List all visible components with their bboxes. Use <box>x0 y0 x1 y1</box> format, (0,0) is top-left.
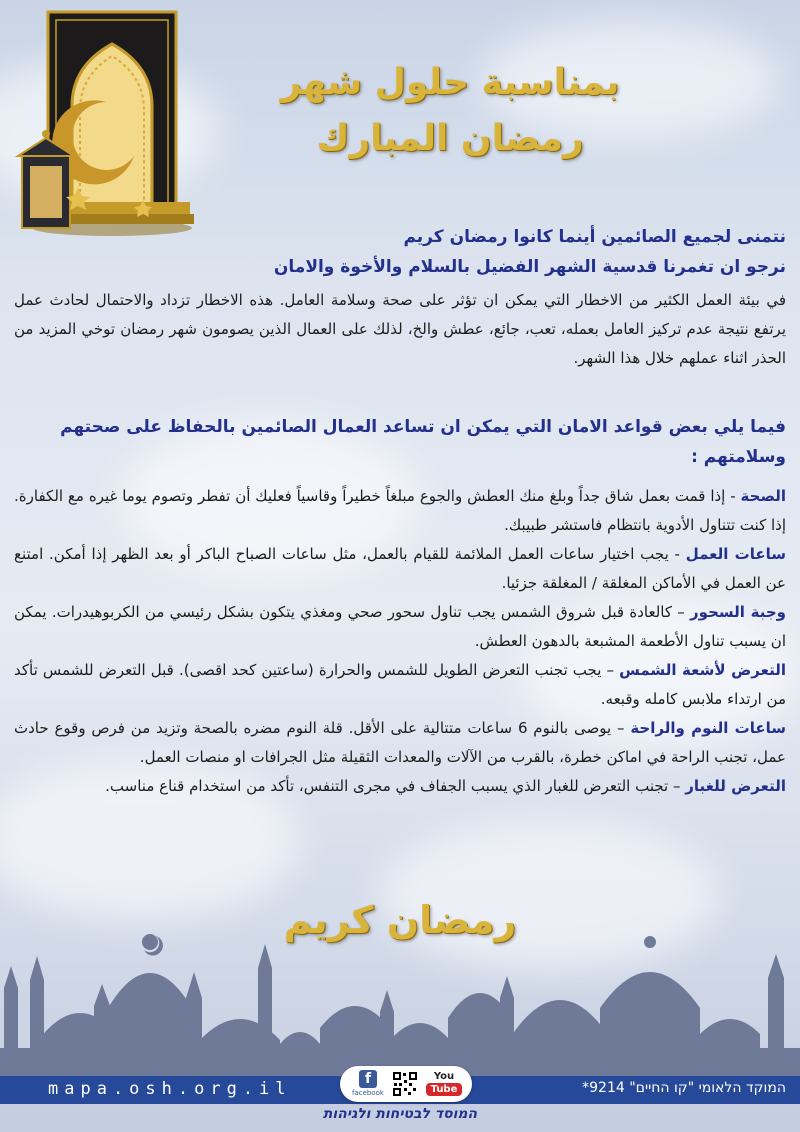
rule-separator: – <box>601 661 620 679</box>
rule-separator: – <box>668 777 686 795</box>
rule-text: يوصى بالنوم 6 ساعات متتالية على الأقل. قلة النوم مضره بالصحة وتزيد من فرص وقوع حادث عمل، تجنب الراحة في اماكن خطرة، بالقرب من الآلات والمعدات الثقيلة مثل الجرافات او منصات العمل. <box>14 719 786 766</box>
rule-separator: – <box>611 719 631 737</box>
lantern-icon <box>14 6 194 238</box>
facebook-label: facebook <box>352 1089 384 1097</box>
rule-separator: - <box>668 545 686 563</box>
rule-text: إذا قمت بعمل شاق جداً وبلغ منك العطش والجوع مبلغاً خطيراً وقاسياً فعليك أن تفطر وتصوم يوما غيره مع الكفارة. إذا كنت تتناول الأدوية بانتظام فاستشر طبيبك. <box>14 487 786 534</box>
rule-text: تجنب التعرض للغبار الذي يسبب الجفاف في مجرى التنفس، تأكد من استخدام قناع مناسب. <box>105 777 669 795</box>
rule-text: كالعادة قبل شروق الشمس يجب تناول سحور صحي ومغذي يتكون بشكل رئيسي من الكربوهيدرات. يمكن ان يسبب تناول الأطعمة المشبعة بالدهون العطش. <box>14 603 786 650</box>
youtube-you: You <box>433 1071 455 1082</box>
mosque-silhouette-icon <box>0 928 800 1078</box>
website-link[interactable]: mapa.osh.org.il <box>48 1079 292 1099</box>
facebook-icon[interactable]: f facebook <box>350 1070 386 1098</box>
title-line-2: رمضان المبارك <box>316 118 584 159</box>
rule-text: يجب اختيار ساعات العمل الملائمة للقيام بالعمل، مثل ساعات الصباح الباكر أو بعد الظهر إذا أمكن. امتنع عن العمل في الأماكن المغلقة / المغلقة جزئيا. <box>14 545 786 592</box>
rule-item <box>14 772 786 801</box>
rule-separator: - <box>725 487 741 505</box>
rule-title: ساعات النوم والراحة <box>630 719 786 737</box>
rule-title: وجبة السحور <box>690 603 786 621</box>
youtube-icon[interactable] <box>426 1070 462 1098</box>
rule-separator: – <box>671 603 691 621</box>
rules-list <box>14 482 786 801</box>
rules-heading: فيما يلي بعض قواعد الامان التي يمكن ان تساعد العمال الصائمين بالحفاظ على صحتهم وسلامتهم : <box>60 417 786 467</box>
title-line-1: بمناسبة حلول شهر <box>280 62 620 103</box>
youtube-tube: Tube <box>426 1083 462 1096</box>
greeting-line-1: نتمنى لجميع الصائمين أينما كانوا رمضان كريم <box>403 227 786 247</box>
greeting-line-2: نرجو ان تغمرنا قدسية الشهر الفضيل بالسلام والأخوة والامان <box>273 257 786 277</box>
hotline-text: המוקד הלאומי "קו החיים" 9214* <box>582 1080 786 1096</box>
rule-title: ساعات العمل <box>685 545 786 563</box>
rule-title: الصحة <box>740 487 787 505</box>
intro-paragraph: في بيئة العمل الكثير من الاخطار التي يمكن ان تؤثر على صحة وسلامة العامل. هذه الاخطار تزداد والاحتمال لحادث عمل يرتفع نتيجة عدم تركيز العامل بعمله، تعب، جائع، عطش والخ، لذلك على العمال الذين يصومون شهر رمضان توخي المزيد من الحذر اثناء عملهم خلال هذا الشهر. <box>14 291 786 367</box>
rule-text: يجب تجنب التعرض الطويل للشمس والحرارة (ساعتين كحد اقصى). قبل التعرض للشمس تأكد من ارتداء ملابس كامله وقبعه. <box>14 661 786 708</box>
rule-item <box>14 598 786 656</box>
rule-title: التعرض لأشعة الشمس <box>619 661 786 679</box>
rule-item <box>14 482 786 540</box>
social-badge <box>340 1066 472 1102</box>
closing-greeting: رمضان كريم <box>283 898 517 942</box>
organization-name: המוסד לבטיחות ולגיהות <box>322 1106 478 1122</box>
qr-code-icon <box>392 1071 418 1097</box>
rule-title: التعرض للغبار <box>685 777 786 795</box>
rule-item <box>14 656 786 714</box>
rule-item <box>14 714 786 772</box>
rule-item <box>14 540 786 598</box>
